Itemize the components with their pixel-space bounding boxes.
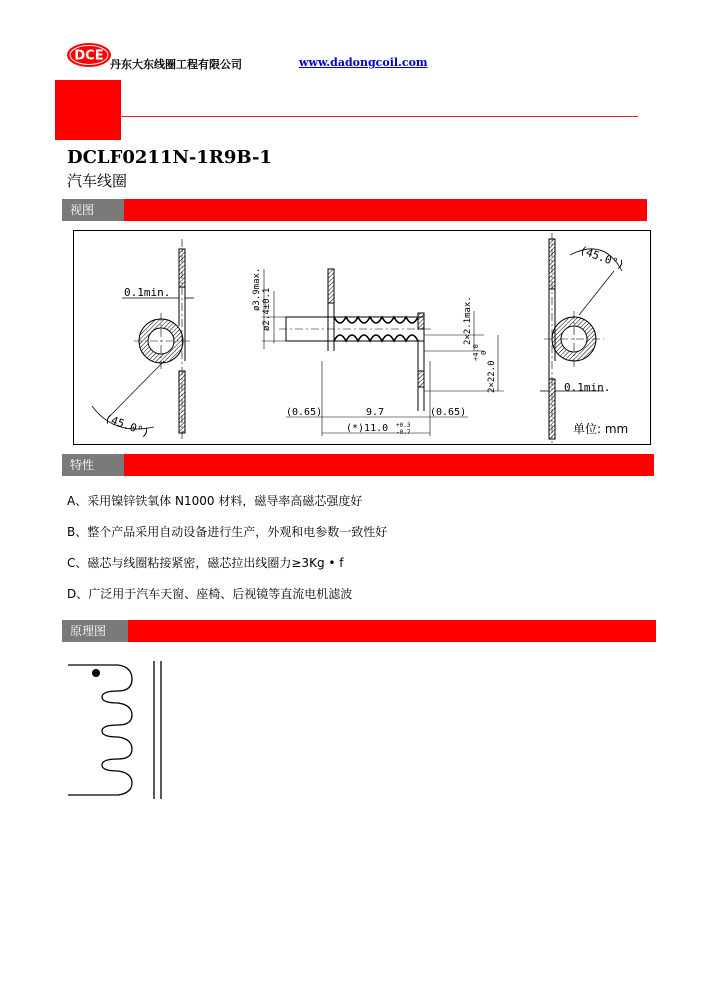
section-header-features: [62, 454, 654, 476]
dim-total-label: (*)11.0: [346, 423, 389, 434]
outer-diameter-label: ø3.9max.: [252, 267, 262, 311]
section-header-principle: [62, 620, 656, 642]
section-label-principle: 原理图: [62, 620, 128, 642]
feature-item: D、广泛用于汽车天窗、座椅、后视镜等直流电机滤波: [67, 587, 353, 601]
unit-label: 单位: mm: [573, 422, 629, 436]
header-divider: [121, 116, 638, 117]
company-logo: [66, 42, 112, 68]
dim-left-label: (0.65): [286, 407, 323, 418]
logo-text: DCE: [74, 48, 104, 64]
feature-item: B、整个产品采用自动设备进行生产，外观和电参数一致性好: [67, 525, 388, 539]
left-angle-label: (45.0°): [102, 411, 151, 440]
inner-diameter-label: ø2.4±0.1: [262, 287, 272, 331]
dim-mid-label: 9.7: [366, 407, 385, 418]
section-label-view: 视图: [62, 199, 124, 221]
polarity-dot: [92, 669, 100, 677]
technical-drawing: [73, 230, 651, 445]
schematic-diagram: [60, 655, 180, 805]
part-number: DCLF0211N-1R9B-1: [67, 147, 272, 168]
feature-item: A、采用镍锌铁氧体 N1000 材料，磁导率高磁芯强度好: [67, 494, 363, 508]
lead-width-label: 2×2.1max.: [463, 296, 473, 345]
feature-item: C、磁芯与线圈粘接紧密，磁芯拉出线圈力≥3Kg • f: [67, 556, 344, 570]
company-name: 丹东大东线圈工程有限公司: [110, 58, 242, 71]
lead-length-tol-upper: +4.0: [472, 344, 480, 361]
right-clearance-label: 0.1min.: [564, 381, 611, 394]
dim-right-label: (0.65): [430, 407, 467, 418]
header-red-block: [55, 80, 121, 140]
product-subtitle: 汽车线圈: [67, 172, 128, 190]
section-header-view: [62, 199, 647, 221]
dim-total-tol-lower: -0.7: [396, 429, 411, 436]
lead-length-tol-lower: 0: [480, 350, 488, 355]
dim-total-tol-upper: +0.3: [396, 422, 411, 429]
lead-length-label: 2×22.0: [487, 360, 497, 393]
left-clearance-label: 0.1min.: [124, 286, 171, 299]
right-angle-label: (45.0°): [577, 243, 626, 272]
drawing-svg: [74, 231, 650, 444]
section-label-features: 特性: [62, 454, 124, 476]
website-link[interactable]: www.dadongcoil.com: [299, 56, 428, 69]
